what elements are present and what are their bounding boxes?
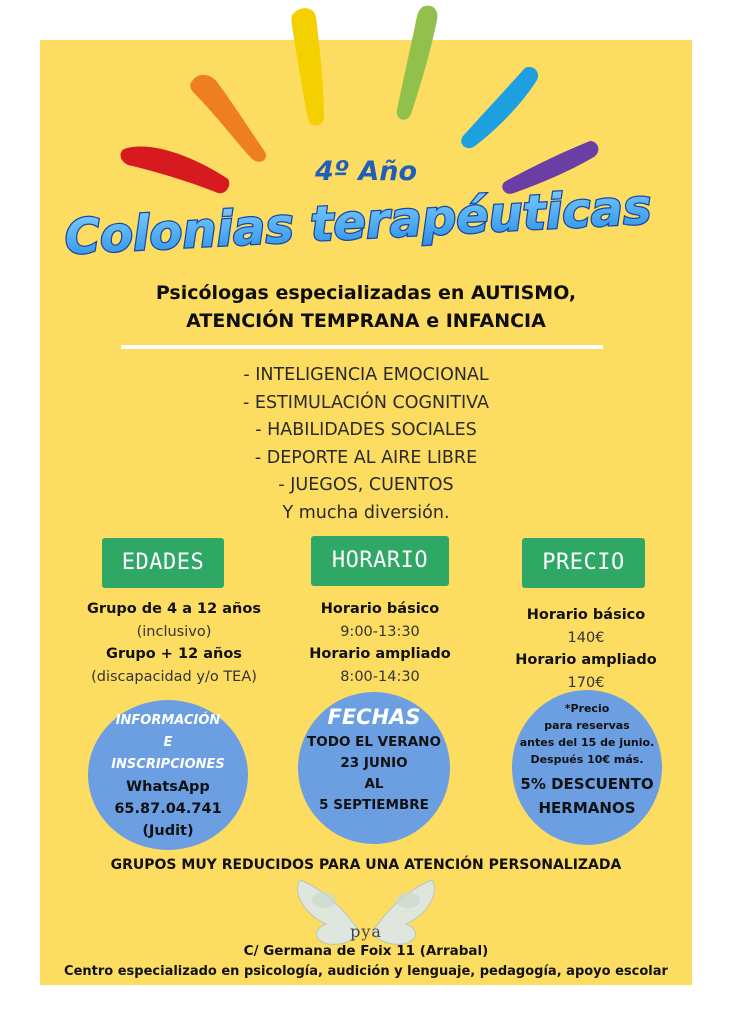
dates-line-2: 23 JUNIO	[340, 755, 408, 771]
basic-schedule-time: 9:00-13:30	[340, 623, 420, 640]
extended-schedule-time: 8:00-14:30	[340, 668, 420, 685]
edition-year: 4º Año	[314, 156, 418, 187]
topic-item: Y mucha diversión.	[282, 502, 450, 523]
dates-line-1: TODO EL VERANO	[307, 734, 441, 750]
dates-line-4: 5 SEPTIEMBRE	[319, 797, 429, 813]
edades-label: EDADES	[102, 538, 224, 588]
extended-schedule-label: Horario ampliado	[309, 646, 451, 662]
info-circle	[88, 700, 248, 850]
contact-name: (Judit)	[142, 823, 194, 839]
orange-brush-stroke-icon	[185, 70, 275, 165]
whatsapp-label: WhatsApp	[126, 779, 210, 795]
precio-label: PRECIO	[522, 538, 645, 588]
topics-list	[0, 362, 732, 527]
logo-text: pya	[350, 922, 382, 941]
discount-line-1: 5% DESCUENTO	[520, 775, 654, 793]
topic-item: - INTELIGENCIA EMOCIONAL	[243, 365, 489, 385]
main-title	[0, 176, 732, 266]
edades-section	[58, 598, 290, 688]
horario-section	[282, 598, 478, 688]
topic-item: - ESTIMULACIÓN COGNITIVA	[243, 392, 489, 413]
green-brush-stroke-icon	[385, 0, 445, 125]
topic-item: - HABILIDADES SOCIALES	[255, 420, 477, 440]
extended-price-value: 170€	[567, 674, 605, 691]
age-group-2-note: (discapacidad y/o TEA)	[91, 668, 257, 685]
small-groups-note: GRUPOS MUY REDUCIDOS PARA UNA ATENCIÓN PERSONALIZADA	[110, 857, 622, 873]
info-heading-line-2: E	[163, 735, 173, 750]
title-text: Colonias terapéuticas	[63, 179, 653, 266]
price-note-line-2: para reservas	[544, 719, 630, 732]
phone-number[interactable]: 65.87.04.741	[114, 801, 222, 817]
price-note-line-1: *Precio	[564, 702, 610, 715]
topic-item: - JUEGOS, CUENTOS	[278, 475, 454, 495]
fechas-heading: FECHAS	[327, 705, 421, 729]
yellow-brush-stroke-icon	[280, 5, 340, 130]
address: C/ Germana de Foix 11 (Arrabal)	[243, 943, 489, 959]
info-heading-line-1: INFORMACIÓN	[115, 713, 221, 728]
price-note-circle	[512, 690, 662, 845]
age-group-1-note: (inclusivo)	[136, 623, 212, 640]
subtitle-line-2: ATENCIÓN TEMPRANA e INFANCIA	[186, 310, 546, 332]
price-note-line-4: Después 10€ más.	[530, 753, 644, 766]
dates-line-3: AL	[364, 776, 384, 792]
extended-price-label: Horario ampliado	[515, 652, 657, 668]
precio-section	[488, 604, 684, 694]
fechas-circle	[298, 692, 450, 844]
info-heading-line-3: INSCRIPCIONES	[111, 757, 225, 772]
price-note-line-3: antes del 15 de junio.	[519, 736, 655, 749]
basic-schedule-label: Horario básico	[320, 601, 440, 617]
basic-price-value: 140€	[567, 629, 605, 646]
divider-line	[121, 345, 603, 349]
topic-item: - DEPORTE AL AIRE LIBRE	[254, 447, 478, 468]
age-group-1: Grupo de 4 a 12 años	[87, 601, 261, 617]
center-description: Centro especializado en psicología, audición y lenguaje, pedagogía, apoyo escolar	[64, 964, 668, 979]
subtitle-line-1: Psicólogas especializadas en AUTISMO,	[155, 282, 577, 304]
horario-label: HORARIO	[311, 536, 449, 586]
age-group-2: Grupo + 12 años	[106, 646, 242, 662]
discount-line-2: HERMANOS	[538, 799, 636, 817]
basic-price-label: Horario básico	[526, 607, 646, 623]
